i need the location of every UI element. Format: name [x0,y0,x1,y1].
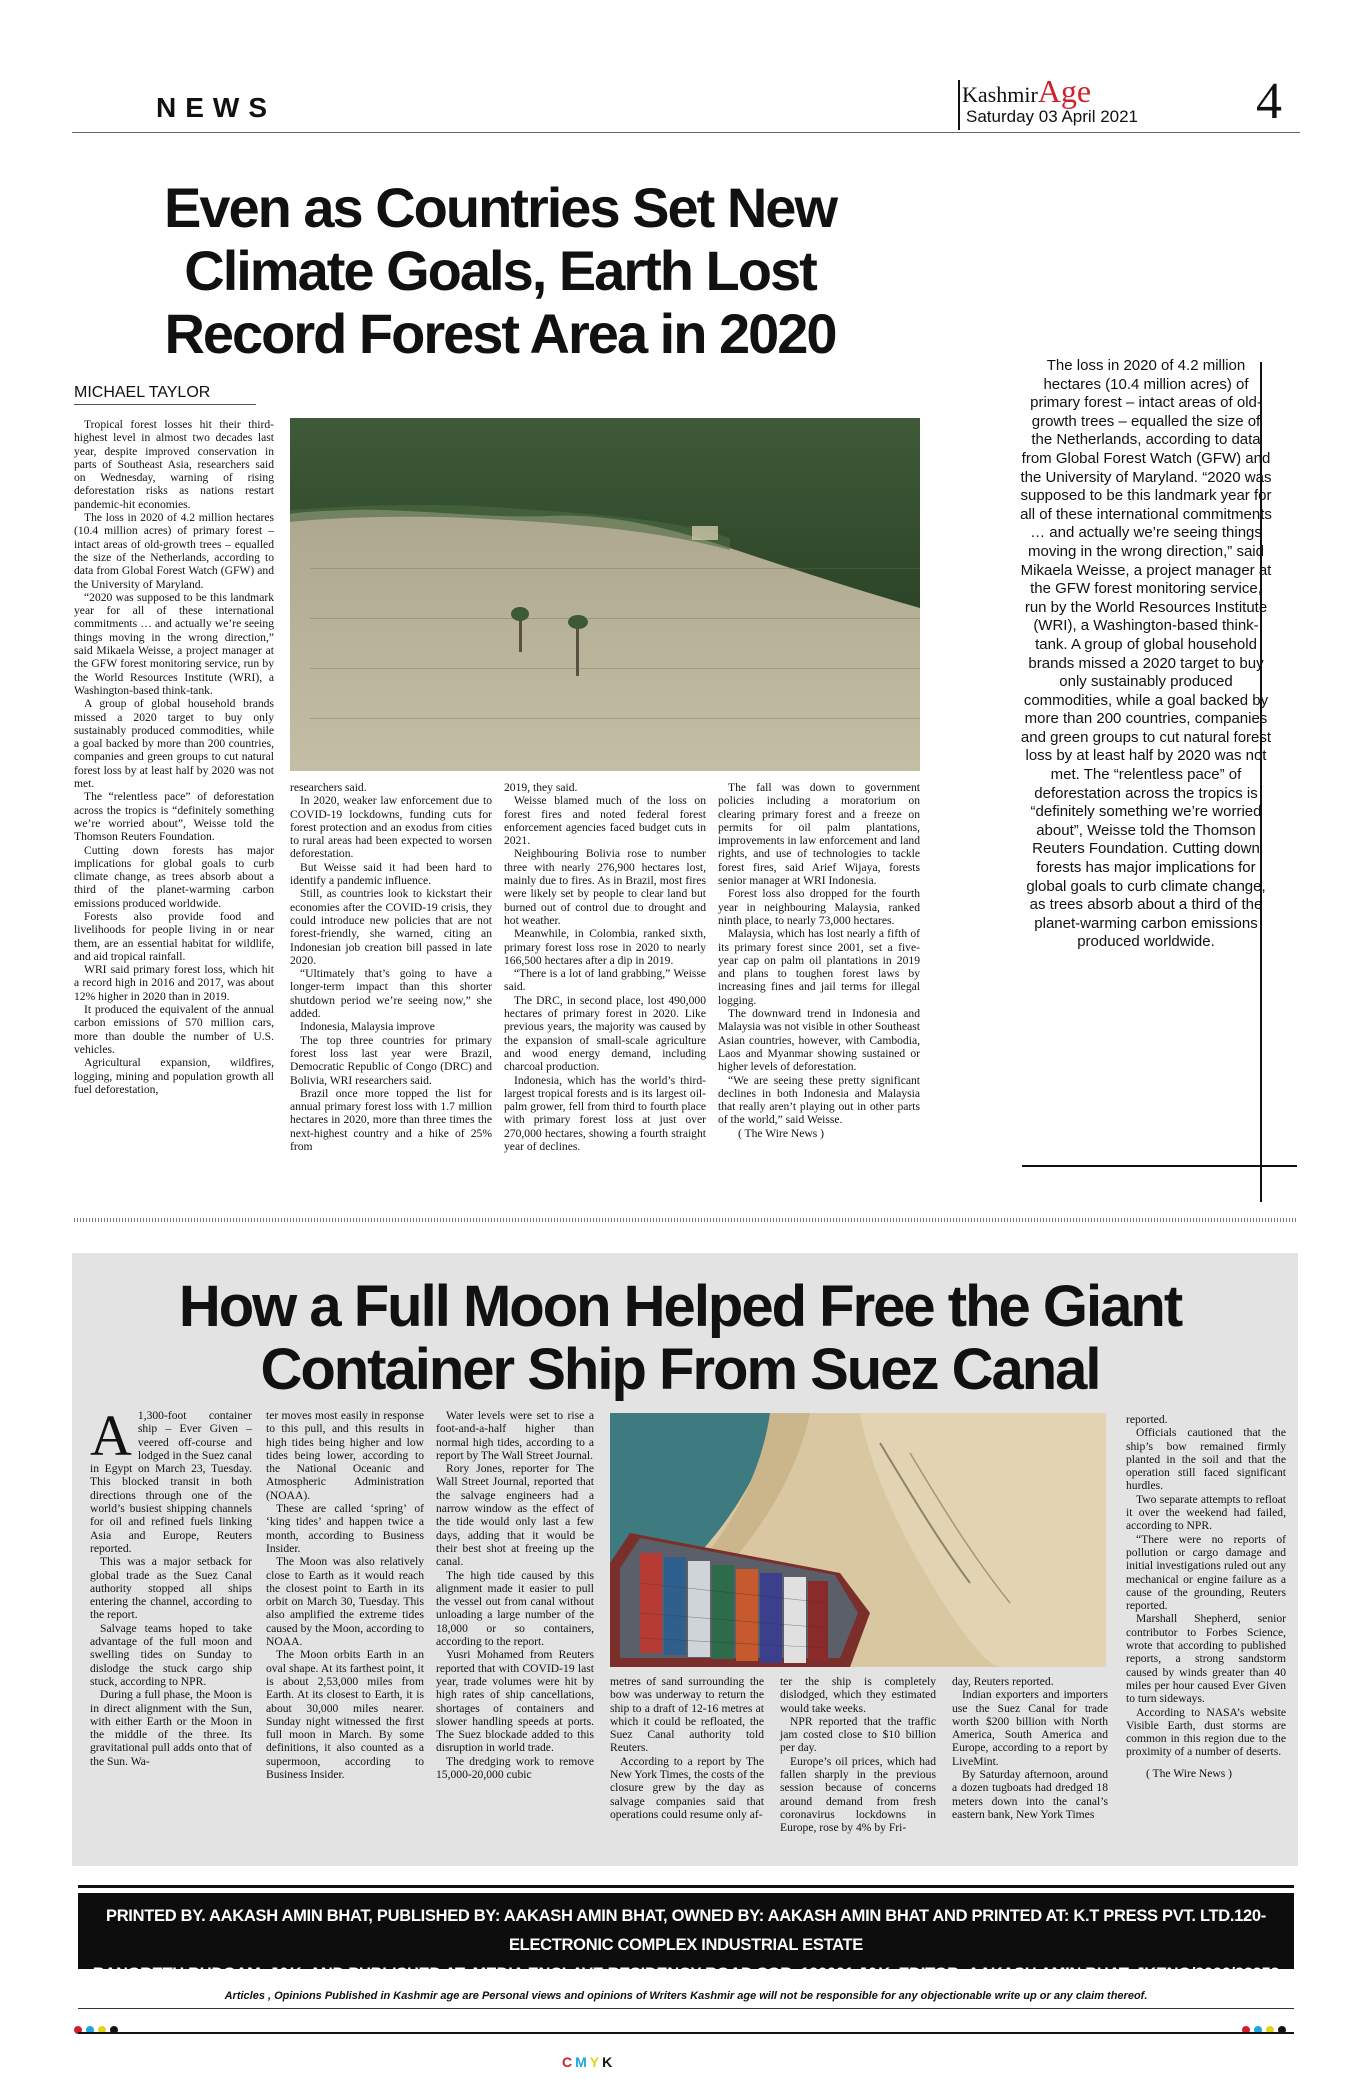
deforestation-photo-illustration [290,418,920,771]
paragraph: The “relentless pace” of deforestation across the tropics is “definitely something we’re worried about”, Weisse told the Thomson Reuters Foundation. [74,790,274,844]
paragraph: “Ultimately that’s going to have a longer-term impact than this shorter shutdown period we’re seeing now,” she added. [290,967,492,1021]
registration-marks-left [74,2021,122,2039]
article1-column-1 [74,418,274,1096]
article2-column-7 [1126,1413,1286,1780]
pull-quote-rule-vertical [1260,362,1262,1202]
drop-cap: A [90,1403,132,1468]
paragraph: According to a report by The New York Times, the costs of the closure grew by the day as salvage companies said that operations could resume only af- [610,1754,764,1821]
paragraph: Weisse blamed much of the loss on forest fires and noted federal forest enforcement agencies faced budget cuts in 2021. [504,794,706,848]
cmyk-c: C [562,2054,576,2070]
cmyk-mark [562,2054,615,2070]
paragraph: The downward trend in Indonesia and Malaysia was not visible in other Southeast Asian countries, however, with Cambodia, Laos and Myanmar showing sustained or higher levels of deforestation. [718,1007,920,1074]
paragraph: ter moves most easily in response to this pull, and this results in high tides being higher and low tides being lower, according to the National Oceanic and Atmospheric Administration (NOAA). [266,1409,424,1502]
page-number: 4 [1256,73,1282,130]
paragraph: Officials cautioned that the ship’s bow remained firmly planted in the soil and that the operation still faced significant hurdles. [1126,1426,1286,1493]
paragraph: Still, as countries look to kickstart their economies after the COVID-19 crisis, they could introduce new policies that are not forest-friendly, she warned, citing an Indonesian job creation bill passed in late 2020. [290,887,492,967]
article-separator [74,1218,1296,1222]
paragraph: 1,300-foot container ship – Ever Given – veered off-course and lodged in the Suez canal in Egypt on March 23, Tuesday. This blocked transit in both directions through one of the world’s busiest shipping channels for oil and refined fuels linking Asia and Europe, Reuters reported. [90,1409,252,1555]
article2-column-3 [436,1409,594,1781]
masthead-part1: Kashmir [962,82,1038,107]
section-label: NEWS [156,92,276,123]
deforestation-photo [290,418,920,771]
paragraph: Yusri Mohamed from Reuters reported that with COVID-19 last year, trade volumes were hit by high rates of ship cancellations, shortages of containers and slower handling speeds at ports. The Suez blockade added to this disruption in world trade. [436,1648,594,1755]
paragraph: Meanwhile, in Colombia, ranked sixth, primary forest loss rose in 2020 to nearly 166,500 hectares after a dip in 2019. [504,927,706,967]
imprint-line-1: PRINTED BY. AAKASH AMIN BHAT, PUBLISHED BY: AAKASH AMIN BHAT, OWNED BY: AAKASH AMIN BHAT AND PRINTED AT: K.T PRESS PVT. LTD.120- ELECTRONIC COMPLEX INDUSTRIAL ESTATE [105,1907,1266,1954]
article1-column-3 [504,781,706,1153]
paragraph: reported. [1126,1413,1168,1426]
header-rule [72,132,1300,133]
paragraph: ter the ship is completely dislodged, which they estimated would take weeks. [780,1675,936,1715]
bottom-rule-thick [78,2032,1294,2034]
paragraph: “There were no reports of pollution or cargo damage and initial investigations ruled out any mechanical or engine failure as a cause of the grounding, Reuters reported. [1126,1532,1286,1613]
paragraph: Cutting down forests has major implications for global goals to curb climate change, as trees absorb about a third of the planet-warming carbon emissions produced worldwide. [74,843,274,910]
paragraph: “We are seeing these pretty significant declines in both Indonesia and Malaysia that really aren’t playing out in other parts of the world,” said Weisse. [718,1073,920,1127]
paragraph: The dredging work to remove 15,000-20,000 cubic [436,1754,594,1782]
paragraph: Indian exporters and importers use the Suez Canal for trade worth $200 billion with North America, South America and Europe, according to a report by LiveMint. [952,1688,1108,1768]
source-credit: ( The Wire News ) [738,1126,825,1140]
paragraph: NPR reported that the traffic jam costed close to $10 billion per day. [780,1714,936,1755]
article2-column-6 [952,1675,1108,1821]
imprint-line-2: RANGRETH BUDGAM, J&K. AND PUBLISHED AT: MEDIA ENCLAVE RESIDENCY ROAD SGR. 190001 J&K. EDITOR: AAKASH AMIN BHAT, JKENG/2006/23952 [92,1965,1280,1983]
subheading: Indonesia, Malaysia improve [300,1020,435,1034]
paragraph: day, Reuters reported. [952,1675,1054,1688]
paragraph: The high tide caused by this alignment made it easier to pull the vessel out from canal without unloading a large number of the 18,000 or so containers, according to the report. [436,1568,594,1649]
paragraph: Malaysia, which has lost nearly a fifth of its primary forest since 2001, set a five-year cap on palm oil plantations in 2019 and plans to toughen forest laws by increasing fines and jail terms for illegal logging. [718,927,920,1007]
masthead-part2: Age [1037,73,1092,109]
paragraph: “There is a lot of land grabbing,” Weisse said. [504,967,706,994]
paragraph: This was a major setback for global trade as the Suez Canal authority stopped all ships entering the channel, according to the report. [90,1555,252,1622]
paragraph: Neighbouring Bolivia rose to number three with nearly 276,900 hectares lost, mainly due to fires. As in Brazil, most fires were likely set by people to clear land but burned out of control due to drought and hot weather. [504,847,706,927]
pull-quote-rule-horizontal [1022,1165,1297,1167]
paragraph: Rory Jones, reporter for The Wall Street Journal, reported that the salvage engineers had a narrow window as the effect of the tide would only last a few days, adding that it would be their best shot at freeing up the canal. [436,1462,594,1569]
paragraph: These are called ‘spring’ of ‘king tides’ and happen twice a month, according to Business Insider. [266,1502,424,1555]
paragraph: researchers said. [290,781,367,794]
paragraph: Two separate attempts to refloat it over the weekend had failed, according to NPR. [1126,1492,1286,1533]
paragraph: WRI said primary forest loss, which hit a record high in 2016 and 2017, was about 12% higher in 2020 than in 2019. [74,963,274,1003]
imprint-box [78,1893,1294,1983]
cmyk-y: Y [589,2054,603,2070]
registration-marks-right [1242,2021,1290,2039]
article2-column-1 [90,1403,252,1768]
paragraph: Indonesia, which has the world’s third-largest tropical forests and is its largest oil-palm grower, fell from third to fourth place with primary forest loss at just over 270,000 hectares, showing a fourth straight year of declines. [504,1073,706,1154]
article1-headline: Even as Countries Set New Climate Goals, Earth Lost Record Forest Area in 2020 [163,176,836,365]
paragraph: Water levels were set to rise a foot-and-a-half higher than normal high tides, according to a report by The Wall Street Journal. [436,1409,594,1462]
paragraph: A group of global household brands missed a 2020 target to buy only sustainably produced commodities, while a goal backed by more than 200 countries, companies and green groups to cut natural forest loss by at least half by 2020 was not met. [74,697,274,791]
pull-quote: The loss in 2020 of 4.2 million hectares (10.4 million acres) of primary forest – intact areas of old-growth trees – equalled the size of the Netherlands, according to data from Global Forest Watch (GFW) and the University of Maryland. “2020 was supposed to be this landmark year for all of these international commitments … and actually we’re seeing things moving in the wrong direction,” said Mikaela Weisse, a project manager at the GFW forest monitoring service, run by the World Resources Institute (WRI), a Washington-based think-tank. A group of global household brands missed a 2020 target to buy only sustainably produced commodities, while a goal backed by more than 200 countries, companies and green groups to cut natural forest loss by at least half by 2020 was not met. The “relentless pace” of deforestation across the tropics is “definitely something we’re worried about”, Weisse told the Thomson Reuters Foundation. Cutting down forests has major implications for global goals to curb climate change, as trees absorb about a third of the planet-warming carbon emissions produced worldwide. [1020,357,1272,951]
cmyk-m: M [575,2054,590,2070]
byline-rule [74,404,256,405]
paragraph: Agricultural expansion, wildfires, logging, mining and population growth all fuel deforestation, [74,1056,274,1096]
paragraph: “2020 was supposed to be this landmark year for all of these international commitments … and actually we’re seeing things moving in the wrong direction,” said Mikaela Weisse, a project manager at the GFW forest monitoring service, run by the World Resources Institute (WRI), a Washington-based think-tank. [74,590,274,697]
paragraph: It produced the equivalent of the annual carbon emissions of 570 million cars, more than double the number of U.S. vehicles. [74,1003,274,1056]
footer-rule [78,1885,1294,1888]
paragraph: The Moon was also relatively close to Earth as it would reach the closest point to Earth in its orbit on March 30, Tuesday. This also amplified the extreme tides caused by the Moon, according to NOAA. [266,1555,424,1649]
article2-headline: How a Full Moon Helped Free the Giant Container Ship From Suez Canal [178,1274,1182,1402]
paragraph: Brazil once more topped the list for annual primary forest loss with 1.7 million hectares in 2020, more than three times the next-highest country and a hike of 25% from [290,1086,492,1154]
article1-column-4 [718,781,920,1140]
article1-byline: MICHAEL TAYLOR [74,384,211,401]
paragraph: In 2020, weaker law enforcement due to COVID-19 lockdowns, funding cuts for forest protection and an exodus from cities to rural areas had been expected to worsen deforestation. [290,794,492,861]
paragraph: But Weisse said it had been hard to identify a pandemic influence. [290,860,492,888]
paragraph: 2019, they said. [504,781,578,794]
article2-column-2 [266,1409,424,1781]
paragraph: Forest loss also dropped for the fourth year in neighbouring Malaysia, ranked ninth place, to nearly 73,000 hectares. [718,887,920,927]
paragraph: Salvage teams hoped to take advantage of the full moon and swelling tides on Sunday to dislodge the stuck cargo ship stuck, according to NPR. [90,1621,252,1688]
bottom-rule [78,2008,1294,2009]
paragraph: The Moon orbits Earth in an oval shape. At its farthest point, it is about 2,53,000 miles from Earth. At its closest to Earth, it is about 30,000 miles nearer. Sunday night witnessed the first full moon in March. By some definitions, it also counted as a supermoon, according to Business Insider. [266,1648,424,1782]
paragraph: According to NASA’s website Visible Earth, dust storms are common in this region due to the proximity of a number of deserts. [1126,1705,1286,1759]
paragraph: The fall was down to government policies including a moratorium on clearing primary forest and a freeze on permits for oil palm plantations, improvements in law enforcement and land rights, and use of technologies to tackle forest fires, said Arief Wijaya, forests senior manager at WRI Indonesia. [718,781,920,888]
paragraph: metres of sand surrounding the bow was underway to return the ship to a draft of 12-16 metres at which it could be refloated, the Suez Canal authority told Reuters. [610,1675,764,1755]
masthead-logo [962,73,1092,110]
cmyk-k: K [602,2054,616,2070]
issue-date: Saturday 03 April 2021 [966,107,1139,126]
paragraph: Europe’s oil prices, which had fallen sharply in the previous session because of concerns around demand from fresh coronavirus lockdowns in Europe, rose by 4% by Fri- [780,1754,936,1835]
paragraph: During a full phase, the Moon is in direct alignment with the Sun, with either Earth or the Moon in the middle of the three. Its gravitational pull adds onto that of the Sun. Wa- [90,1688,252,1768]
paragraph: The top three countries for primary forest loss last year were Brazil, Democratic Republic of Congo (DRC) and Bolivia, WRI researchers said. [290,1033,492,1087]
paragraph: Forests also provide food and livelihoods for people living in or near them, are an essential habitat for wildlife, and aid tropical rainfall. [74,909,274,963]
ever-given-ship-photo [610,1413,1106,1667]
paragraph: Marshall Shepherd, senior contributor to Forbes Science, wrote that according to published reports, a strong sandstorm caused by winds greater than 40 miles per hour caused Ever Given to turn sideways. [1126,1612,1286,1706]
paragraph: The loss in 2020 of 4.2 million hectares (10.4 million acres) of primary forest – intact areas of old-growth trees – equalled the size of the Netherlands, according to data from Global Forest Watch (GFW) and the University of Maryland. [74,511,274,591]
paragraph: Tropical forest losses hit their third-highest level in almost two decades last year, despite improved conservation in parts of Southeast Asia, researchers said on Wednesday, warning of rising deforestation risks as nations restart pandemic-hit economies. [74,418,274,511]
article2-column-5 [780,1675,936,1835]
ship-photo-illustration [610,1413,1106,1667]
masthead-divider [958,80,960,130]
source-credit: ( The Wire News ) [1146,1766,1233,1780]
article2-column-4 [610,1675,764,1821]
paragraph: The DRC, in second place, lost 490,000 hectares of primary forest in 2020. Like previous years, the majority was caused by the expansion of small-scale agriculture and wood energy demand, including charcoal production. [504,993,706,1074]
paragraph: By Saturday afternoon, around a dozen tugboats had dredged 18 meters down into the canal’s eastern bank, New York Times [952,1768,1108,1821]
article1-column-2 [290,781,492,1153]
disclaimer: Articles , Opinions Published in Kashmir age are Personal views and opinions of Writers Kashmir age will not be responsible for any objectionable write up or any claim thereof. [224,1990,1148,2002]
